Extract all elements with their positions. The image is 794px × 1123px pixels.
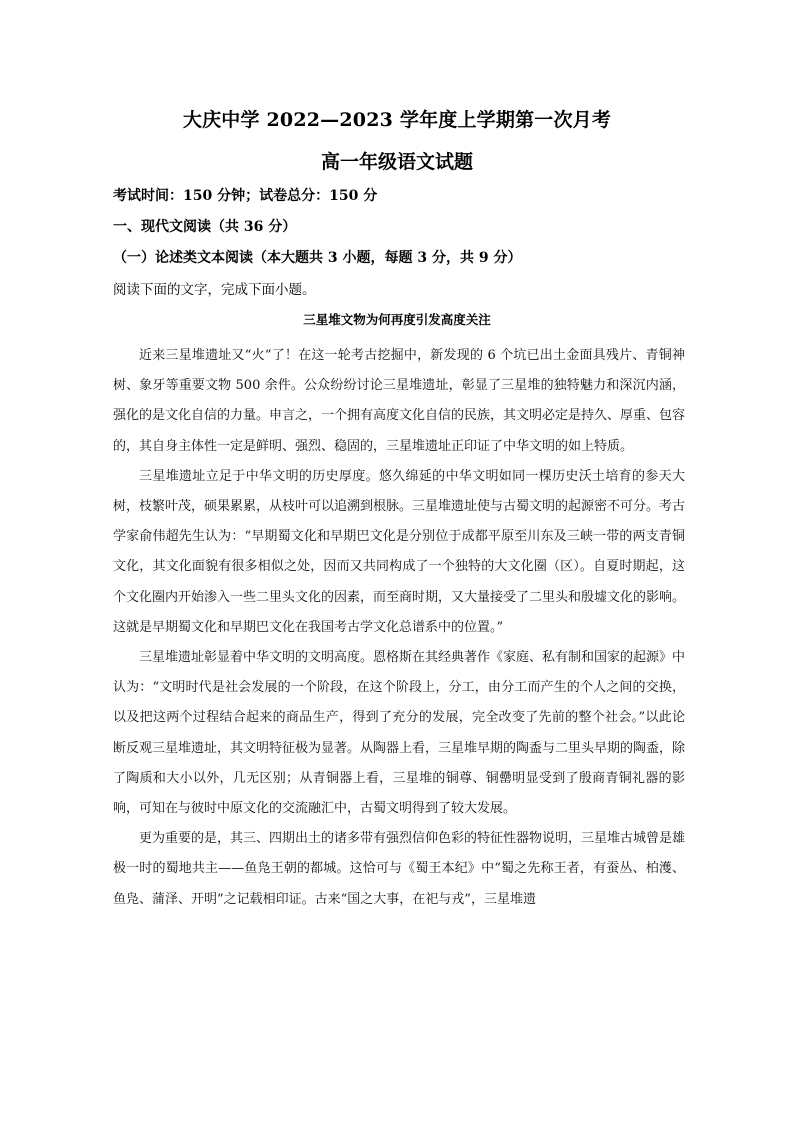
article-paragraph: 近来三星堆遗址又“火”了！在这一轮考古挖掘中，新发现的 6 个坑已出土金面具残片、青铜神树、象牙等重要文物 500 余件。公众纷纷讨论三星堆遗址，彰显了三星堆的独特魅力和深沉内涵，强化的是文化自信的力量。申言之，一个拥有高度文化自信的民族，其文明必定是持久、厚重、包容的，其自身主体性一定是鲜明、强烈、稳固的，三星堆遗址正印证了中华文明的如上特质。	[113, 348, 686, 454]
exam-info: 考试时间：150 分钟；试卷总分：150 分	[113, 188, 378, 204]
article-body	[113, 341, 685, 915]
section-heading: 一、现代文阅读（共 36 分）	[113, 219, 297, 235]
article-paragraph: 更为重要的是，其三、四期出土的诸多带有强烈信仰色彩的特征性器物说明，三星堆古城曾是雄极一时的蜀地共主——鱼凫王朝的都城。这恰可与《蜀王本纪》中“蜀之先称王者，有蚕丛、柏濩、鱼凫、蒲泽、开明”之记载相印证。古来“国之大事，在祀与戎”，三星堆遗	[113, 831, 686, 907]
subsection-heading: （一）论述类文本阅读（本大题共 3 小题，每题 3 分，共 9 分）	[113, 250, 522, 266]
reading-instruction: 阅读下面的文字，完成下面小题。	[113, 282, 316, 298]
article-paragraph: 三星堆遗址立足于中华文明的历史厚度。悠久绵延的中华文明如同一棵历史沃土培育的参天大树，枝繁叶茂，硕果累累，从枝叶可以追溯到根脉。三星堆遗址使与古蜀文明的起源密不可分。考古学家俞伟超先生认为：“早期蜀文化和早期巴文化是分别位于成都平原至川东及三峡一带的两支青铜文化，其文化面貌有很多相似之处，因而又共同构成了一个独特的大文化圈（区）。自夏时期起，这个文化圈内开始渗入一些二里头文化的因素，而至商时期，又大量接受了二里头和殷墟文化的影响。这就是早期蜀文化和早期巴文化在我国考古学文化总谱系中的位置。”	[113, 468, 686, 635]
exam-subtitle: 高一年级语文试题	[320, 151, 473, 173]
article-paragraph: 三星堆遗址彰显着中华文明的文明高度。恩格斯在其经典著作《家庭、私有制和国家的起源》中认为：“文明时代是社会发展的一个阶段，在这个阶段上，分工，由分工而产生的个人之间的交换，以及把这两个过程结合起来的商品生产，得到了充分的发展，完全改变了先前的整个社会。”以此论断反观三星堆遗址，其文明特征极为显著。从陶器上看，三星堆早期的陶盉与二里头早期的陶盉，除了陶质和大小以外，几无区别；从青铜器上看，三星堆的铜尊、铜罍明显受到了殷商青铜礼器的影响，可知在与彼时中原文化的交流融汇中，古蜀文明得到了较大发展。	[113, 650, 686, 817]
exam-title: 大庆中学 2022—2023 学年度上学期第一次月考	[182, 109, 612, 131]
article-title: 三星堆文物为何再度引发高度关注	[303, 312, 491, 327]
